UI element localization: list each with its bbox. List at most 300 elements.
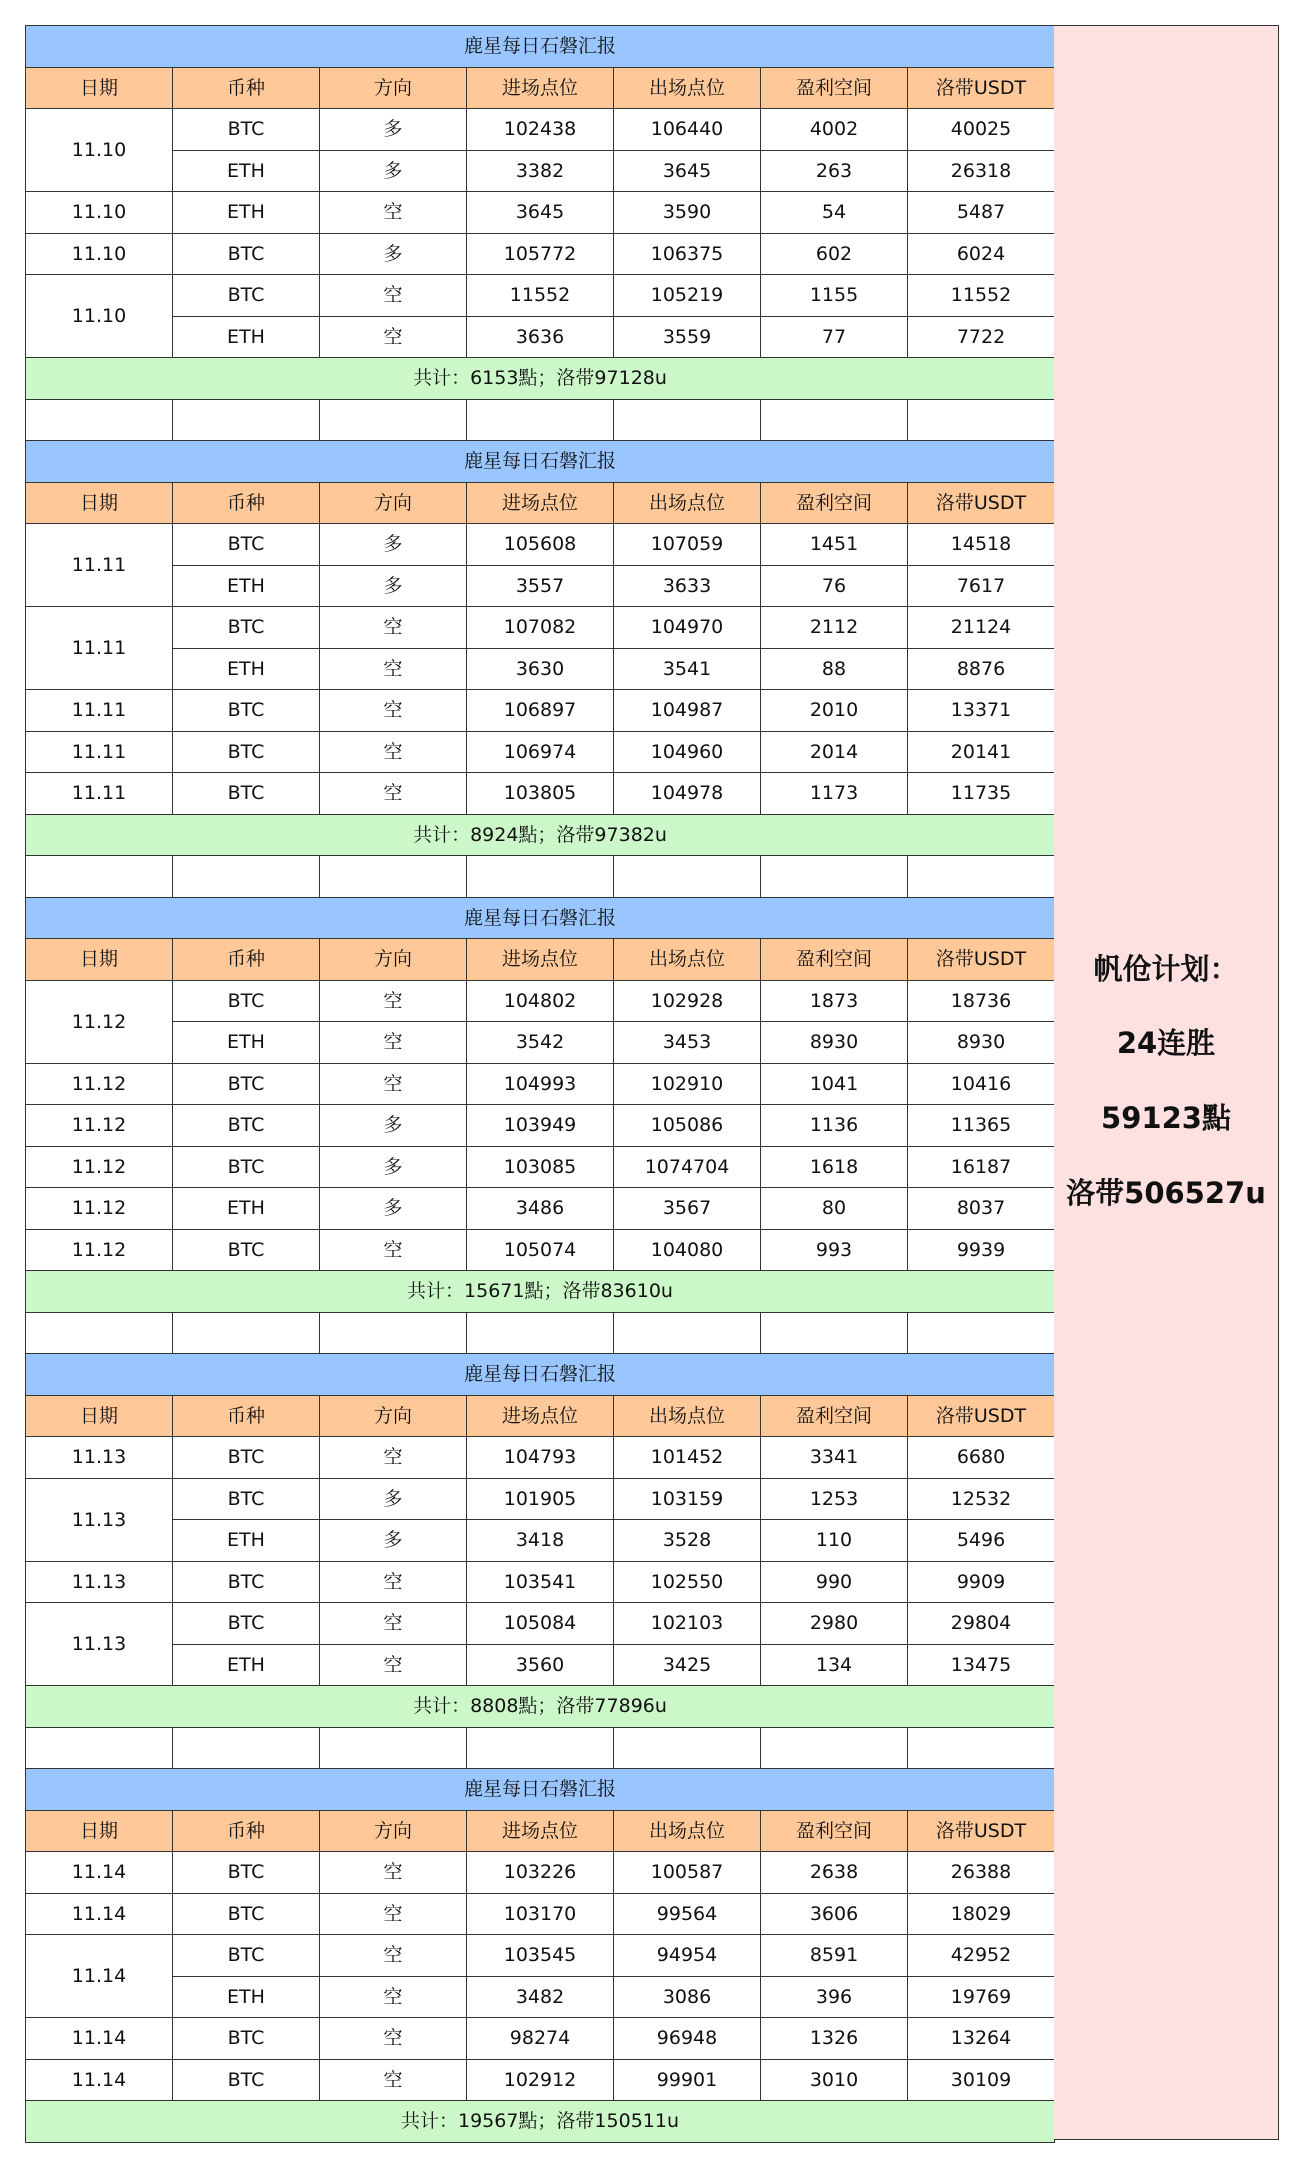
date-cell: 11.13 <box>26 1561 173 1603</box>
table-row <box>26 233 1055 275</box>
profit-cell: 602 <box>761 233 908 275</box>
coin-cell: ETH <box>173 1520 320 1562</box>
empty-cell <box>26 856 173 898</box>
usdt-cell: 20141 <box>908 731 1055 773</box>
table-row <box>26 565 1055 607</box>
usdt-cell: 40025 <box>908 109 1055 151</box>
usdt-cell: 7617 <box>908 565 1055 607</box>
exit-cell: 3453 <box>614 1022 761 1064</box>
exit-cell: 100587 <box>614 1852 761 1894</box>
table-row <box>26 690 1055 732</box>
direction-cell: 空 <box>320 1063 467 1105</box>
section-title: 鹿星每日石磐汇报 <box>26 897 1055 939</box>
section-title: 鹿星每日石磐汇报 <box>26 1354 1055 1396</box>
table-row <box>26 1603 1055 1645</box>
table-row <box>26 1105 1055 1147</box>
direction-cell: 空 <box>320 1893 467 1935</box>
profit-cell: 1451 <box>761 524 908 566</box>
profit-cell: 77 <box>761 316 908 358</box>
column-header: 日期 <box>26 939 173 981</box>
table-row <box>26 773 1055 815</box>
date-cell: 11.14 <box>26 1893 173 1935</box>
table-row <box>26 2018 1055 2060</box>
direction-cell: 多 <box>320 524 467 566</box>
exit-cell: 3590 <box>614 192 761 234</box>
coin-cell: BTC <box>173 233 320 275</box>
table-row <box>26 150 1055 192</box>
section-total-row <box>26 1271 1055 1313</box>
table-row <box>26 980 1055 1022</box>
usdt-cell: 42952 <box>908 1935 1055 1977</box>
profit-cell: 3606 <box>761 1893 908 1935</box>
coin-cell: BTC <box>173 690 320 732</box>
exit-cell: 104987 <box>614 690 761 732</box>
date-cell: 11.14 <box>26 2018 173 2060</box>
usdt-cell: 14518 <box>908 524 1055 566</box>
date-cell: 11.12 <box>26 1063 173 1105</box>
coin-cell: BTC <box>173 1603 320 1645</box>
profit-cell: 110 <box>761 1520 908 1562</box>
exit-cell: 3645 <box>614 150 761 192</box>
profit-cell: 88 <box>761 648 908 690</box>
column-header: 币种 <box>173 482 320 524</box>
profit-cell: 80 <box>761 1188 908 1230</box>
column-header: 币种 <box>173 1810 320 1852</box>
entry-cell: 3382 <box>467 150 614 192</box>
table-row <box>26 1976 1055 2018</box>
direction-cell: 多 <box>320 1520 467 1562</box>
profit-cell: 993 <box>761 1229 908 1271</box>
date-cell: 11.12 <box>26 1146 173 1188</box>
entry-cell: 107082 <box>467 607 614 649</box>
empty-cell <box>320 1727 467 1769</box>
column-header: 洛带USDT <box>908 1810 1055 1852</box>
exit-cell: 102928 <box>614 980 761 1022</box>
empty-cell <box>173 399 320 441</box>
direction-cell: 空 <box>320 192 467 234</box>
usdt-cell: 5496 <box>908 1520 1055 1562</box>
coin-cell: BTC <box>173 1437 320 1479</box>
column-header-row <box>26 1395 1055 1437</box>
column-header: 出场点位 <box>614 1395 761 1437</box>
column-header: 洛带USDT <box>908 482 1055 524</box>
exit-cell: 96948 <box>614 2018 761 2060</box>
date-cell: 11.14 <box>26 1935 173 2018</box>
direction-cell: 空 <box>320 1603 467 1645</box>
coin-cell: ETH <box>173 316 320 358</box>
empty-cell <box>908 856 1055 898</box>
direction-cell: 空 <box>320 1644 467 1686</box>
section-title-row <box>26 897 1055 939</box>
spacer-row <box>26 1727 1055 1769</box>
date-cell: 11.11 <box>26 524 173 607</box>
daily-report-tables <box>25 25 1054 2140</box>
table-row <box>26 1229 1055 1271</box>
column-header: 盈利空间 <box>761 1395 908 1437</box>
empty-cell <box>614 856 761 898</box>
profit-cell: 1173 <box>761 773 908 815</box>
empty-cell <box>761 1312 908 1354</box>
profit-cell: 8591 <box>761 1935 908 1977</box>
usdt-cell: 18029 <box>908 1893 1055 1935</box>
exit-cell: 99564 <box>614 1893 761 1935</box>
direction-cell: 空 <box>320 1229 467 1271</box>
table-row <box>26 192 1055 234</box>
direction-cell: 空 <box>320 980 467 1022</box>
usdt-cell: 6680 <box>908 1437 1055 1479</box>
section-title-row <box>26 26 1055 68</box>
entry-cell: 103085 <box>467 1146 614 1188</box>
usdt-cell: 7722 <box>908 316 1055 358</box>
coin-cell: BTC <box>173 1893 320 1935</box>
column-header: 币种 <box>173 1395 320 1437</box>
table-row <box>26 1893 1055 1935</box>
exit-cell: 105219 <box>614 275 761 317</box>
date-cell: 11.13 <box>26 1437 173 1479</box>
table-row <box>26 109 1055 151</box>
spacer-row <box>26 856 1055 898</box>
profit-cell: 1136 <box>761 1105 908 1147</box>
column-header: 进场点位 <box>467 939 614 981</box>
entry-cell: 3486 <box>467 1188 614 1230</box>
direction-cell: 空 <box>320 1022 467 1064</box>
empty-cell <box>467 1727 614 1769</box>
summary-win-streak: 24连胜 <box>1116 1026 1216 1060</box>
usdt-cell: 8930 <box>908 1022 1055 1064</box>
column-header: 方向 <box>320 67 467 109</box>
date-cell: 11.10 <box>26 233 173 275</box>
section-title: 鹿星每日石磐汇报 <box>26 441 1055 483</box>
spacer-row <box>26 399 1055 441</box>
spacer-row <box>26 1312 1055 1354</box>
table-row <box>26 524 1055 566</box>
coin-cell: ETH <box>173 1188 320 1230</box>
summary-plan-label: 帆伧计划： <box>1093 952 1239 986</box>
profit-cell: 3010 <box>761 2059 908 2101</box>
usdt-cell: 8037 <box>908 1188 1055 1230</box>
direction-cell: 空 <box>320 690 467 732</box>
entry-cell: 3636 <box>467 316 614 358</box>
entry-cell: 105608 <box>467 524 614 566</box>
table-row <box>26 1561 1055 1603</box>
section-total-row <box>26 1686 1055 1728</box>
coin-cell: BTC <box>173 2059 320 2101</box>
column-header: 进场点位 <box>467 1810 614 1852</box>
section-total: 共计：15671點；洛带83610u <box>26 1271 1055 1313</box>
column-header-row <box>26 1810 1055 1852</box>
entry-cell: 103226 <box>467 1852 614 1894</box>
summary-points: 59123點 <box>1101 1101 1231 1135</box>
profit-cell: 4002 <box>761 109 908 151</box>
empty-cell <box>26 1727 173 1769</box>
coin-cell: BTC <box>173 1561 320 1603</box>
table-row <box>26 316 1055 358</box>
entry-cell: 104793 <box>467 1437 614 1479</box>
date-cell: 11.11 <box>26 607 173 690</box>
table-row <box>26 1146 1055 1188</box>
exit-cell: 102910 <box>614 1063 761 1105</box>
usdt-cell: 11552 <box>908 275 1055 317</box>
entry-cell: 103170 <box>467 1893 614 1935</box>
column-header: 洛带USDT <box>908 1395 1055 1437</box>
column-header: 方向 <box>320 482 467 524</box>
coin-cell: ETH <box>173 648 320 690</box>
exit-cell: 107059 <box>614 524 761 566</box>
usdt-cell: 6024 <box>908 233 1055 275</box>
column-header: 方向 <box>320 939 467 981</box>
empty-cell <box>908 1312 1055 1354</box>
direction-cell: 空 <box>320 2059 467 2101</box>
exit-cell: 3559 <box>614 316 761 358</box>
date-cell: 11.11 <box>26 731 173 773</box>
table-row <box>26 1852 1055 1894</box>
profit-cell: 396 <box>761 1976 908 2018</box>
coin-cell: BTC <box>173 607 320 649</box>
exit-cell: 94954 <box>614 1935 761 1977</box>
profit-cell: 8930 <box>761 1022 908 1064</box>
coin-cell: BTC <box>173 1063 320 1105</box>
section-total-row <box>26 814 1055 856</box>
entry-cell: 103545 <box>467 1935 614 1977</box>
exit-cell: 3528 <box>614 1520 761 1562</box>
column-header: 洛带USDT <box>908 67 1055 109</box>
exit-cell: 99901 <box>614 2059 761 2101</box>
empty-cell <box>467 399 614 441</box>
exit-cell: 101452 <box>614 1437 761 1479</box>
usdt-cell: 12532 <box>908 1478 1055 1520</box>
direction-cell: 空 <box>320 316 467 358</box>
column-header: 进场点位 <box>467 67 614 109</box>
coin-cell: BTC <box>173 1105 320 1147</box>
usdt-cell: 8876 <box>908 648 1055 690</box>
direction-cell: 空 <box>320 607 467 649</box>
usdt-cell: 16187 <box>908 1146 1055 1188</box>
exit-cell: 105086 <box>614 1105 761 1147</box>
date-cell: 11.10 <box>26 109 173 192</box>
usdt-cell: 13264 <box>908 2018 1055 2060</box>
exit-cell: 104080 <box>614 1229 761 1271</box>
usdt-cell: 13475 <box>908 1644 1055 1686</box>
section-total-row <box>26 2101 1055 2143</box>
coin-cell: ETH <box>173 1976 320 2018</box>
coin-cell: ETH <box>173 192 320 234</box>
empty-cell <box>908 1727 1055 1769</box>
empty-cell <box>26 1312 173 1354</box>
column-header: 日期 <box>26 482 173 524</box>
exit-cell: 102550 <box>614 1561 761 1603</box>
column-header: 日期 <box>26 1810 173 1852</box>
entry-cell: 102438 <box>467 109 614 151</box>
profit-cell: 1253 <box>761 1478 908 1520</box>
entry-cell: 103541 <box>467 1561 614 1603</box>
coin-cell: BTC <box>173 1146 320 1188</box>
entry-cell: 105074 <box>467 1229 614 1271</box>
section-total: 共计：8808點；洛带77896u <box>26 1686 1055 1728</box>
usdt-cell: 30109 <box>908 2059 1055 2101</box>
empty-cell <box>173 1727 320 1769</box>
empty-cell <box>320 1312 467 1354</box>
section-title: 鹿星每日石磐汇报 <box>26 26 1055 68</box>
summary-panel <box>1054 25 1279 2140</box>
profit-cell: 54 <box>761 192 908 234</box>
coin-cell: BTC <box>173 980 320 1022</box>
usdt-cell: 13371 <box>908 690 1055 732</box>
coin-cell: BTC <box>173 1935 320 1977</box>
table-row <box>26 1478 1055 1520</box>
column-header: 进场点位 <box>467 482 614 524</box>
empty-cell <box>614 1312 761 1354</box>
entry-cell: 3557 <box>467 565 614 607</box>
table-row <box>26 1188 1055 1230</box>
coin-cell: BTC <box>173 731 320 773</box>
direction-cell: 多 <box>320 1105 467 1147</box>
exit-cell: 104978 <box>614 773 761 815</box>
column-header: 进场点位 <box>467 1395 614 1437</box>
direction-cell: 空 <box>320 1561 467 1603</box>
usdt-cell: 11365 <box>908 1105 1055 1147</box>
date-cell: 11.12 <box>26 1188 173 1230</box>
date-cell: 11.10 <box>26 275 173 358</box>
coin-cell: ETH <box>173 1022 320 1064</box>
profit-cell: 1041 <box>761 1063 908 1105</box>
entry-cell: 106974 <box>467 731 614 773</box>
profit-cell: 990 <box>761 1561 908 1603</box>
column-header: 方向 <box>320 1395 467 1437</box>
usdt-cell: 21124 <box>908 607 1055 649</box>
coin-cell: BTC <box>173 2018 320 2060</box>
column-header: 日期 <box>26 67 173 109</box>
entry-cell: 105084 <box>467 1603 614 1645</box>
direction-cell: 空 <box>320 731 467 773</box>
direction-cell: 多 <box>320 1188 467 1230</box>
direction-cell: 多 <box>320 109 467 151</box>
section-total-row <box>26 358 1055 400</box>
profit-cell: 263 <box>761 150 908 192</box>
section-title-row <box>26 441 1055 483</box>
exit-cell: 106375 <box>614 233 761 275</box>
empty-cell <box>614 1727 761 1769</box>
entry-cell: 106897 <box>467 690 614 732</box>
usdt-cell: 29804 <box>908 1603 1055 1645</box>
entry-cell: 3560 <box>467 1644 614 1686</box>
entry-cell: 103949 <box>467 1105 614 1147</box>
entry-cell: 3542 <box>467 1022 614 1064</box>
exit-cell: 3567 <box>614 1188 761 1230</box>
entry-cell: 104993 <box>467 1063 614 1105</box>
direction-cell: 多 <box>320 150 467 192</box>
empty-cell <box>173 1312 320 1354</box>
column-header: 盈利空间 <box>761 67 908 109</box>
profit-cell: 1326 <box>761 2018 908 2060</box>
table-row <box>26 1644 1055 1686</box>
empty-cell <box>761 1727 908 1769</box>
coin-cell: BTC <box>173 109 320 151</box>
date-cell: 11.11 <box>26 690 173 732</box>
column-header-row <box>26 482 1055 524</box>
empty-cell <box>320 856 467 898</box>
profit-cell: 2980 <box>761 1603 908 1645</box>
empty-cell <box>26 399 173 441</box>
direction-cell: 空 <box>320 2018 467 2060</box>
table-row <box>26 1022 1055 1064</box>
column-header: 出场点位 <box>614 67 761 109</box>
summary-usdt: 洛带506527u <box>1066 1176 1266 1210</box>
profit-cell: 3341 <box>761 1437 908 1479</box>
direction-cell: 多 <box>320 233 467 275</box>
coin-cell: BTC <box>173 1229 320 1271</box>
exit-cell: 3541 <box>614 648 761 690</box>
profit-cell: 76 <box>761 565 908 607</box>
date-cell: 11.11 <box>26 773 173 815</box>
direction-cell: 空 <box>320 1976 467 2018</box>
table-row <box>26 1063 1055 1105</box>
empty-cell <box>614 399 761 441</box>
entry-cell: 101905 <box>467 1478 614 1520</box>
date-cell: 11.14 <box>26 1852 173 1894</box>
exit-cell: 106440 <box>614 109 761 151</box>
empty-cell <box>320 399 467 441</box>
column-header: 洛带USDT <box>908 939 1055 981</box>
usdt-cell: 11735 <box>908 773 1055 815</box>
section-total: 共计：6153點；洛带97128u <box>26 358 1055 400</box>
usdt-cell: 10416 <box>908 1063 1055 1105</box>
direction-cell: 空 <box>320 1935 467 1977</box>
entry-cell: 3645 <box>467 192 614 234</box>
date-cell: 11.13 <box>26 1478 173 1561</box>
direction-cell: 空 <box>320 1852 467 1894</box>
empty-cell <box>173 856 320 898</box>
column-header: 币种 <box>173 939 320 981</box>
exit-cell: 1074704 <box>614 1146 761 1188</box>
empty-cell <box>761 399 908 441</box>
profit-cell: 134 <box>761 1644 908 1686</box>
table-row <box>26 1520 1055 1562</box>
entry-cell: 3418 <box>467 1520 614 1562</box>
profit-cell: 1873 <box>761 980 908 1022</box>
coin-cell: BTC <box>173 1478 320 1520</box>
entry-cell: 103805 <box>467 773 614 815</box>
usdt-cell: 9939 <box>908 1229 1055 1271</box>
coin-cell: BTC <box>173 1852 320 1894</box>
column-header: 日期 <box>26 1395 173 1437</box>
exit-cell: 3086 <box>614 1976 761 2018</box>
entry-cell: 104802 <box>467 980 614 1022</box>
table-row <box>26 1935 1055 1977</box>
profit-cell: 2010 <box>761 690 908 732</box>
section-total: 共计：8924點；洛带97382u <box>26 814 1055 856</box>
exit-cell: 103159 <box>614 1478 761 1520</box>
date-cell: 11.10 <box>26 192 173 234</box>
table-row <box>26 731 1055 773</box>
empty-cell <box>467 1312 614 1354</box>
empty-cell <box>467 856 614 898</box>
entry-cell: 3482 <box>467 1976 614 2018</box>
date-cell: 11.12 <box>26 980 173 1063</box>
profit-cell: 2014 <box>761 731 908 773</box>
exit-cell: 104960 <box>614 731 761 773</box>
coin-cell: BTC <box>173 524 320 566</box>
column-header: 出场点位 <box>614 1810 761 1852</box>
table-row <box>26 607 1055 649</box>
column-header: 出场点位 <box>614 482 761 524</box>
coin-cell: BTC <box>173 773 320 815</box>
column-header: 盈利空间 <box>761 939 908 981</box>
usdt-cell: 5487 <box>908 192 1055 234</box>
table-row <box>26 1437 1055 1479</box>
empty-cell <box>761 856 908 898</box>
exit-cell: 3425 <box>614 1644 761 1686</box>
section-title-row <box>26 1354 1055 1396</box>
